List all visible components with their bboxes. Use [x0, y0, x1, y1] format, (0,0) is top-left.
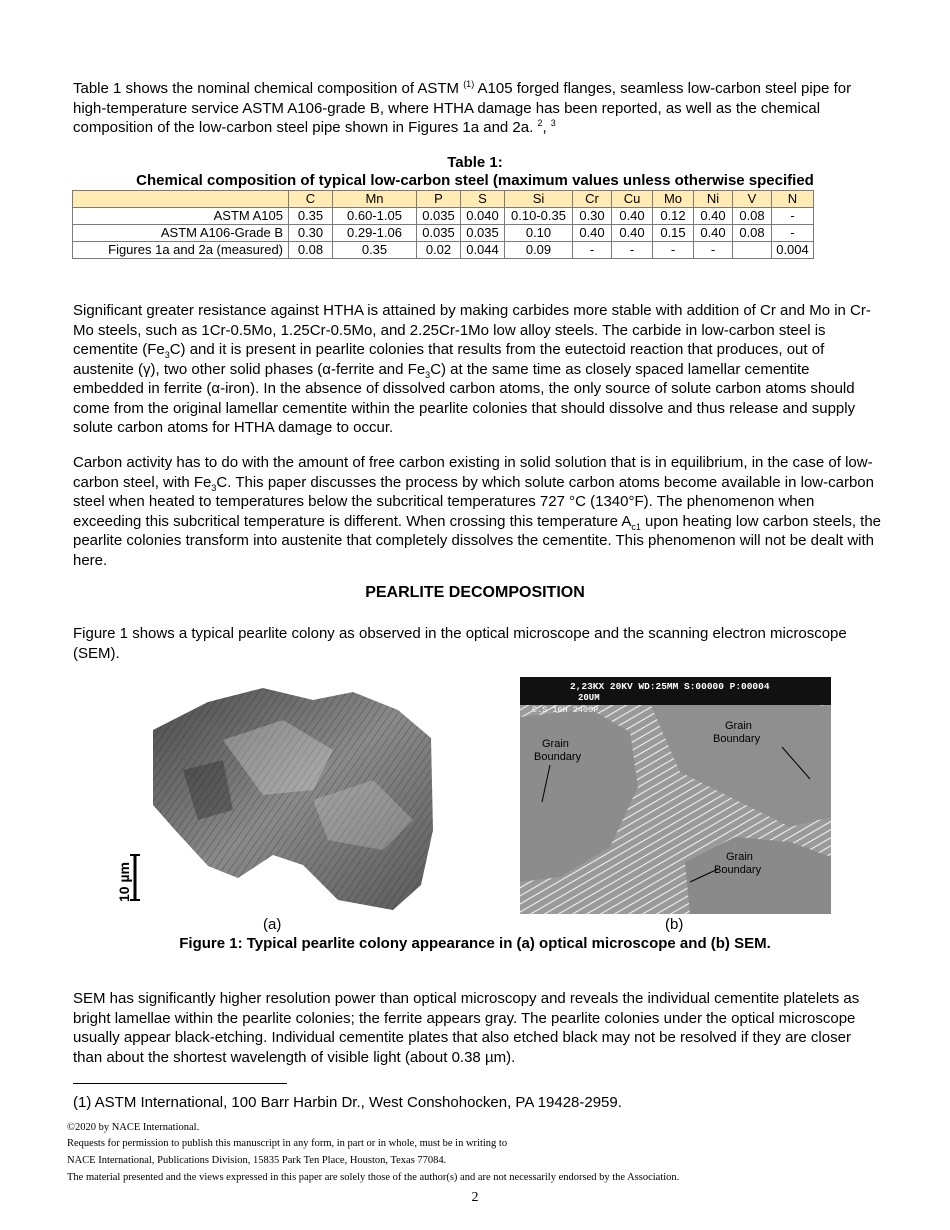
para2-text-b: C) and it is present in pearlite colonies that results from the eutectoid reaction that produces, out of austenite (γ), two other solid phases (α-ferrite and Fe — [73, 341, 825, 378]
grain-boundary-label: Grain — [726, 851, 753, 863]
table-row-label: ASTM A105 — [73, 208, 289, 225]
table-cell: - — [573, 242, 612, 259]
paragraph-figure-intro: Figure 1 shows a typical pearlite colony as observed in the optical microscope and the scanning electron microscope (SEM). — [73, 625, 847, 662]
table-row-label: Figures 1a and 2a (measured) — [73, 242, 289, 259]
grain-boundary-label: Grain — [725, 720, 752, 732]
para3-text-b: C. This paper discusses the process by which solute carbon atoms become available in low-carbon steel when heated to temperatures below the subcritical temperatures 727 °C (1340°F). The phenomenon when exceeding this subcritical temperature is different. When crossing this temperature A — [73, 473, 874, 530]
intro-text-a: Table 1 shows the nominal chemical composition of ASTM — [73, 80, 464, 97]
table-cell: - — [772, 225, 814, 242]
sem-header-text: 20UM — [578, 693, 600, 703]
table-header-row — [73, 191, 814, 208]
footnote-divider — [73, 1083, 287, 1084]
sem-header-text: C.S 16H 2400P — [532, 705, 599, 715]
table-label: Table 1: — [447, 154, 503, 171]
figure-sublabel-a: (a) — [263, 916, 282, 933]
para2-text-c: C) at the same time as closely spaced lamellar cementite embedded in ferrite (α-iron). In the absence of dissolved carbon atoms, the only source of solute carbon atoms should come from the original lamellar cementite within the pearlite colonies that should dissolve and thus release and supply solute carbon atoms for HTHA damage to occur. — [73, 360, 856, 436]
table-header-cell: Si — [505, 191, 573, 208]
table-cell: 0.40 — [694, 208, 733, 225]
table-cell: - — [653, 242, 694, 259]
para3-text-a: Carbon activity has to do with the amount of free carbon existing in solid solution that is in equilibrium, in the case of low-carbon steel, with Fe — [73, 454, 873, 491]
sem-header-text: 2,23KX 20KV WD:25MM S:00000 P:00004 — [570, 681, 770, 692]
scale-bar-label: 10 µm — [116, 862, 132, 902]
grain-boundary-label: Boundary — [714, 864, 762, 876]
table-cell — [733, 242, 772, 259]
permission-notice: Requests for permission to publish this manuscript in any form, in part or in whole, must be in writing to — [67, 1138, 508, 1149]
disclaimer: The material presented and the views expressed in this paper are solely those of the author(s) and are not necessarily endorsed by the Association. — [67, 1172, 680, 1183]
subscript: 3 — [425, 369, 431, 380]
table-header-cell: Cr — [573, 191, 612, 208]
grain-boundary-label: Grain — [542, 738, 569, 750]
table-cell: - — [612, 242, 653, 259]
table-cell: 0.040 — [461, 208, 505, 225]
table-header-cell: Mo — [653, 191, 694, 208]
figure-sublabel-b: (b) — [665, 916, 684, 933]
table-header-cell: S — [461, 191, 505, 208]
table-cell: 0.35 — [289, 208, 333, 225]
composition-table — [72, 190, 814, 259]
para5-mu: µ — [484, 1048, 494, 1066]
sem-micrograph — [520, 677, 831, 914]
table-cell: 0.08 — [289, 242, 333, 259]
copyright-notice: ©2020 by NACE International. — [67, 1122, 200, 1133]
para2-text-a: Significant greater resistance against HTHA is attained by making carbides more stable with addition of Cr and Mo in Cr-Mo steels, such as 1Cr-0.5Mo, 1.25Cr-0.5Mo, and 2.25Cr-1Mo low alloy steels. The carbide in low-carbon steel is cementite (Fe — [73, 302, 871, 358]
table-cell: 0.40 — [573, 225, 612, 242]
table-cell: 0.30 — [573, 208, 612, 225]
table-header-cell: V — [733, 191, 772, 208]
footnote: (1) ASTM International, 100 Barr Harbin Dr., West Conshohocken, PA 19428-2959. — [73, 1094, 622, 1111]
table-cell: 0.40 — [612, 225, 653, 242]
table-cell: - — [694, 242, 733, 259]
paragraph-carbide-stability — [73, 301, 883, 438]
para3-text-c: upon heating low carbon steels, the pearlite colonies transform into austenite that completely dissolves the cementite. This phenomenon will not be dealt with here. — [73, 512, 882, 569]
table-cell: 0.15 — [653, 225, 694, 242]
table-cell: 0.09 — [505, 242, 573, 259]
table-cell: 0.035 — [417, 225, 461, 242]
table-cell: 0.10 — [505, 225, 573, 242]
table-cell: 0.004 — [772, 242, 814, 259]
table-cell: 0.12 — [653, 208, 694, 225]
table-row — [73, 242, 814, 259]
table-row-label: ASTM A106-Grade B — [73, 225, 289, 242]
citation-ref-2: 2 — [537, 118, 543, 128]
table-header-cell — [73, 191, 289, 208]
table-row — [73, 208, 814, 225]
table-cell: 0.40 — [612, 208, 653, 225]
grain-boundary-label: Boundary — [534, 751, 582, 763]
subscript: c1 — [631, 521, 641, 532]
table-cell: 0.035 — [461, 225, 505, 242]
table-header-cell: Cu — [612, 191, 653, 208]
subscript: 3 — [211, 482, 217, 493]
grain-boundary-label: Boundary — [713, 733, 761, 745]
paragraph-carbon-activity — [73, 453, 883, 570]
table-cell: 0.08 — [733, 208, 772, 225]
table-row — [73, 225, 814, 242]
intro-paragraph — [73, 79, 883, 138]
section-heading: PEARLITE DECOMPOSITION — [365, 584, 585, 601]
subscript: 3 — [164, 350, 170, 360]
table-cell: 0.35 — [333, 242, 417, 259]
optical-micrograph — [113, 680, 436, 913]
table-cell: 0.044 — [461, 242, 505, 259]
table-header-cell: Mn — [333, 191, 417, 208]
figure-caption: Figure 1: Typical pearlite colony appearance in (a) optical microscope and (b) SEM. — [179, 935, 771, 952]
table-title: Chemical composition of typical low-carbon steel (maximum values unless otherwise specified — [136, 172, 814, 189]
paragraph-sem-resolution — [73, 989, 883, 1067]
para5-text-b: m). — [493, 1048, 516, 1066]
table-header-cell: P — [417, 191, 461, 208]
table-cell: 0.30 — [289, 225, 333, 242]
table-cell: 0.40 — [694, 225, 733, 242]
table-cell: 0.035 — [417, 208, 461, 225]
table-cell: 0.08 — [733, 225, 772, 242]
table-cell: 0.02 — [417, 242, 461, 259]
table-cell: 0.60-1.05 — [333, 208, 417, 225]
page-number: 2 — [471, 1190, 479, 1205]
table-cell: 0.10-0.35 — [505, 208, 573, 225]
intro-sep: , — [542, 119, 551, 136]
table-header-cell: Ni — [694, 191, 733, 208]
para5-text-a: SEM has significantly higher resolution power than optical microscopy and reveals the individual cementite platelets as bright lamellae within the pearlite colonies; the ferrite appears gray. The pearlite colonies under the optical microscope usually appear black-etching. Individual cementite plates that also etched black may not be resolved if they are closer than about the shortest wavelength of visible light (about 0.38 — [73, 990, 860, 1066]
publisher-address: NACE International, Publications Division, 15835 Park Ten Place, Houston, Texas 77084. — [67, 1155, 447, 1166]
table-header-cell: C — [289, 191, 333, 208]
citation-ref-3: 3 — [550, 118, 556, 128]
footnote-ref-1: (1) — [463, 79, 475, 89]
intro-text-b: A105 forged flanges, seamless low-carbon steel pipe for high-temperature service ASTM A106-grade B, where HTHA damage has been reported, as well as the chemical composition of the low-carbon steel pipe shown in Figures 1a and 2a. — [73, 80, 852, 136]
table-header-cell: N — [772, 191, 814, 208]
table-cell: - — [772, 208, 814, 225]
table-cell: 0.29-1.06 — [333, 225, 417, 242]
